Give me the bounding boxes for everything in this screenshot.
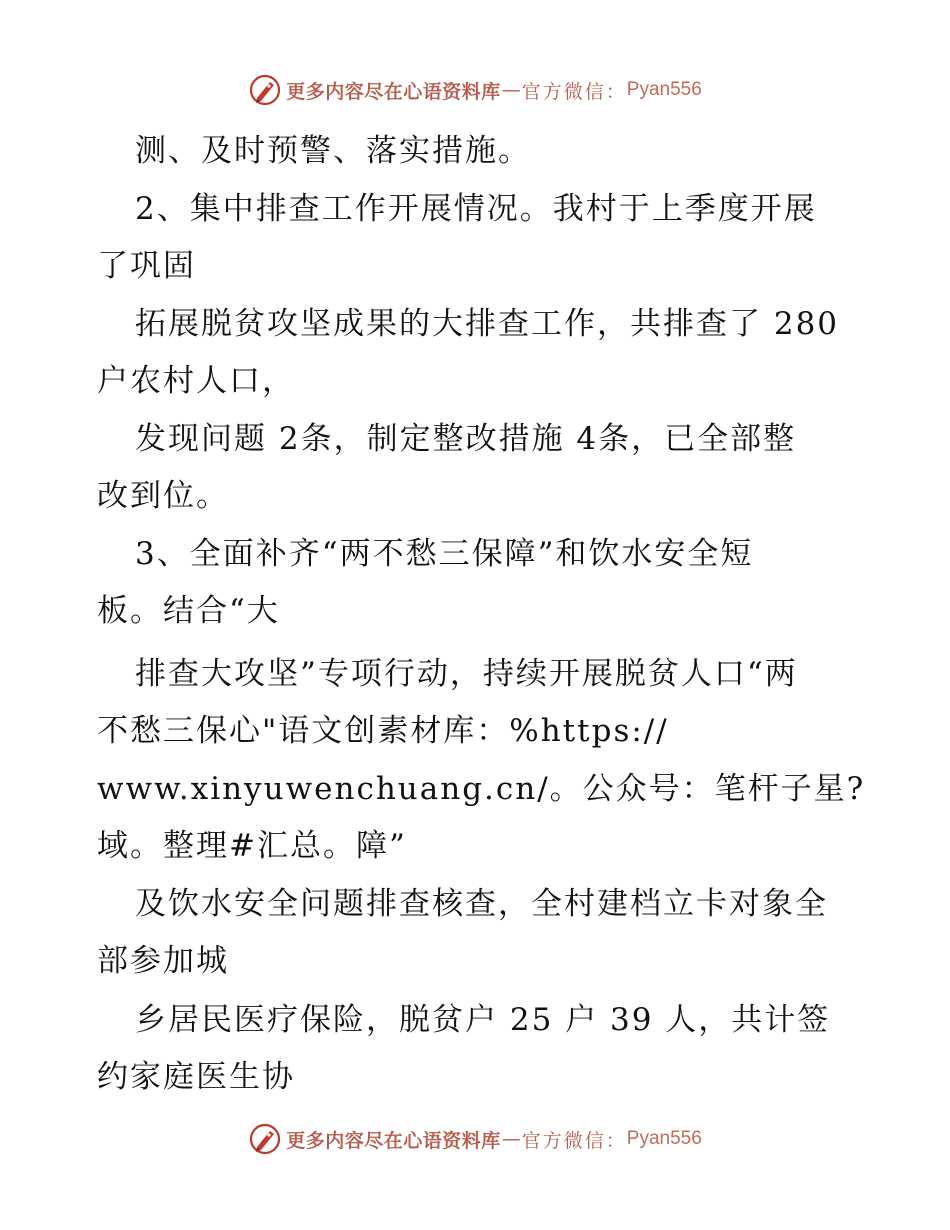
watermark-brand-text: 更多内容尽在心语资料库 [286,1129,501,1152]
body-line: 约家庭医生协 [97,1059,295,1095]
body-line: 域。整理#汇总。障” [97,828,407,864]
watermark-colon: ： [605,1129,625,1152]
watermark-wechat-label: 官方微信 [521,1129,606,1152]
watermark-colon: ： [605,80,625,103]
body-line: 不愁三保心"语文创素材库：%https:// [97,713,669,749]
watermark-dash: — [501,1128,521,1150]
body-line: 了巩固 [97,248,196,284]
body-line: 乡居民医疗保险，脱贫户 25 户 39 人，共计签 [135,1002,831,1038]
body-line: 及饮水安全问题排查核查，全村建档立卡对象全 [135,886,828,922]
body-line: 3、全面补齐“两不愁三保障”和饮水安全短 [135,536,754,572]
watermark-wechat-id: Pyan556 [626,1128,702,1149]
watermark-wechat-id: Pyan556 [626,79,702,100]
body-line: 板。结合“大 [97,593,280,629]
watermark-brand-text: 更多内容尽在心语资料库 [286,80,501,103]
pen-nib-logo-icon [248,1122,282,1156]
body-line: 发现问题 2条，制定整改措施 4条，已全部整 [135,421,797,457]
body-line: 排查大攻坚”专项行动，持续开展脱贫人口“两 [135,656,798,692]
body-line: www.xinyuwenchuang.cn/。公众号：笔杆子星? [97,771,866,807]
body-line: 改到位。 [97,478,229,514]
body-line: 2、集中排查工作开展情况。我村于上季度开展 [135,191,817,227]
body-line: 部参加城 [97,943,229,979]
watermark-wechat-label: 官方微信 [521,80,606,103]
body-line: 测、及时预警、落实措施。 [135,133,531,169]
footer-watermark [0,1119,950,1159]
body-line: 户农村人口， [97,363,295,399]
watermark-dash: — [501,79,521,101]
body-line: 拓展脱贫攻坚成果的大排查工作，共排查了 280 [135,306,840,342]
